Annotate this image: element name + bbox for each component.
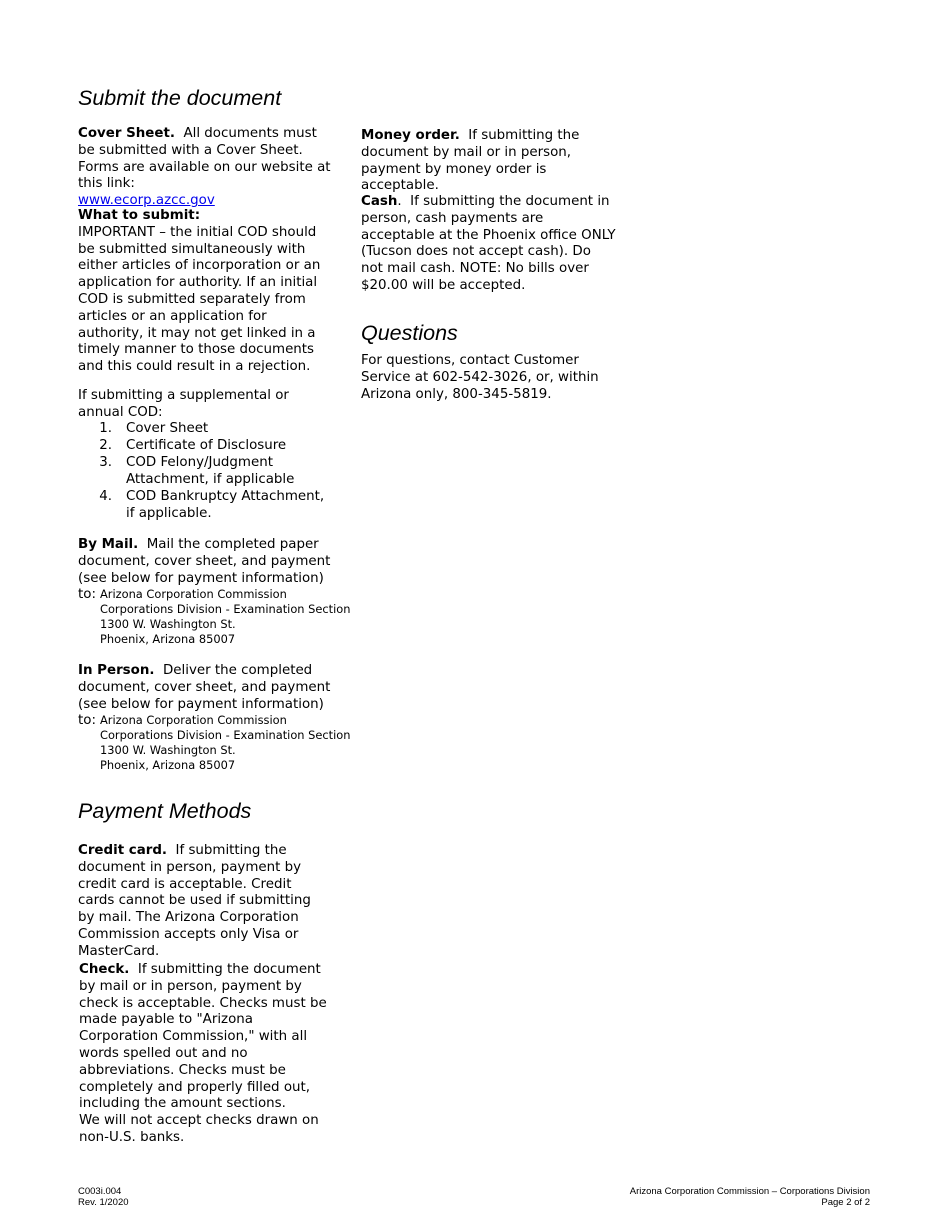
- what-to-submit-paragraph: [78, 208, 330, 376]
- cover-sheet-paragraph: [78, 126, 336, 210]
- footer-left: [78, 1186, 129, 1208]
- check-label: Check.: [79, 962, 130, 977]
- by-mail-text: Mail the completed paper document, cover sheet, and payment (see below for payment information) to:: [78, 537, 331, 603]
- page-number: Page 2 of 2: [821, 1197, 870, 1208]
- payment-heading: Payment Methods: [78, 799, 252, 823]
- credit-card-text: If submitting the document in person, payment by credit card is acceptable. Credit cards cannot be used if submitting by mail. The Arizona Corporation Commission accepts only Visa or MasterCard.: [78, 843, 311, 959]
- agency-name: Arizona Corporation Commission – Corporations Division: [629, 1186, 870, 1197]
- questions-heading: Questions: [361, 321, 458, 345]
- in-person-label: In Person.: [78, 663, 155, 678]
- mail-address: Arizona Corporation Commission Corporations Division - Examination Section 1300 W. Washington St. Phoenix, Arizona 85007: [100, 587, 351, 646]
- credit-card-label: Credit card.: [78, 843, 168, 858]
- ecorp-link[interactable]: www.ecorp.azcc.gov: [78, 193, 215, 209]
- check-paragraph: [79, 962, 331, 1147]
- cash-paragraph: Cash. If submitting the document in person, cash payments are acceptable at the Phoenix office ONLY (Tucson does not accept cash). Do not mail cash. NOTE: No bills over $20.00 will be accepted.: [361, 194, 616, 293]
- credit-card-paragraph: [78, 843, 330, 961]
- money-order-text: If submitting the document by mail or in person, payment by money order is acceptable.: [361, 128, 580, 194]
- cover-sheet-label: Cover Sheet.: [78, 126, 175, 141]
- list-item: 1. Cover Sheet: [99, 421, 209, 436]
- supplemental-intro: If submitting a supplemental or annual COD:: [78, 388, 289, 420]
- revision-date: Rev. 1/2020: [78, 1197, 129, 1208]
- cover-sheet-text: All documents must be submitted with a Cover Sheet. Forms are available on our website at this link:: [78, 126, 331, 192]
- cash-text: If submitting the document in person, cash payments are acceptable at the Phoenix office ONLY (Tucson does not accept cash). Do not mail cash. NOTE: No bills over $20.00 will be accepted.: [361, 194, 616, 293]
- what-to-submit-text: IMPORTANT – the initial COD should be submitted simultaneously with either articles of incorporation or an application for authority. If an initial COD is submitted separately from articles or an application for authority, it may not get linked in a timely manner to those documents and this could result in a rejection.: [78, 224, 321, 375]
- footer-right: [630, 1186, 870, 1208]
- in-person-text: Deliver the completed document, cover sheet, and payment (see below for payment information) to:: [78, 663, 331, 729]
- list-item: 2. Certificate of Disclosure: [99, 438, 287, 453]
- money-order-label: Money order.: [361, 128, 460, 143]
- person-address: Arizona Corporation Commission Corporations Division - Examination Section 1300 W. Washington St. Phoenix, Arizona 85007: [100, 713, 351, 772]
- questions-text: For questions, contact Customer Service at 602-542-3026, or, within Arizona only, 800-345-5819.: [361, 353, 599, 402]
- form-code: C003i.004: [78, 1186, 122, 1197]
- check-text: If submitting the document by mail or in person, payment by check is acceptable. Checks must be made payable to "Arizona Corporation Commission," with all words spelled out and no abbreviations. Checks must be completely and properly filled out, including the amount sections.: [79, 962, 327, 1112]
- money-order-paragraph: [361, 128, 613, 195]
- list-item: 3. COD Felony/Judgment Attachment, if applicable: [99, 455, 295, 487]
- submit-heading: Submit the document: [78, 86, 282, 110]
- list-item: 4. COD Bankruptcy Attachment, if applicable.: [99, 489, 325, 521]
- by-mail-label: By Mail.: [78, 537, 139, 552]
- cash-label: Cash: [361, 194, 398, 209]
- check-text-2: We will not accept checks drawn on non-U.S. banks.: [79, 1113, 319, 1145]
- what-to-submit-label: What to submit:: [78, 208, 201, 223]
